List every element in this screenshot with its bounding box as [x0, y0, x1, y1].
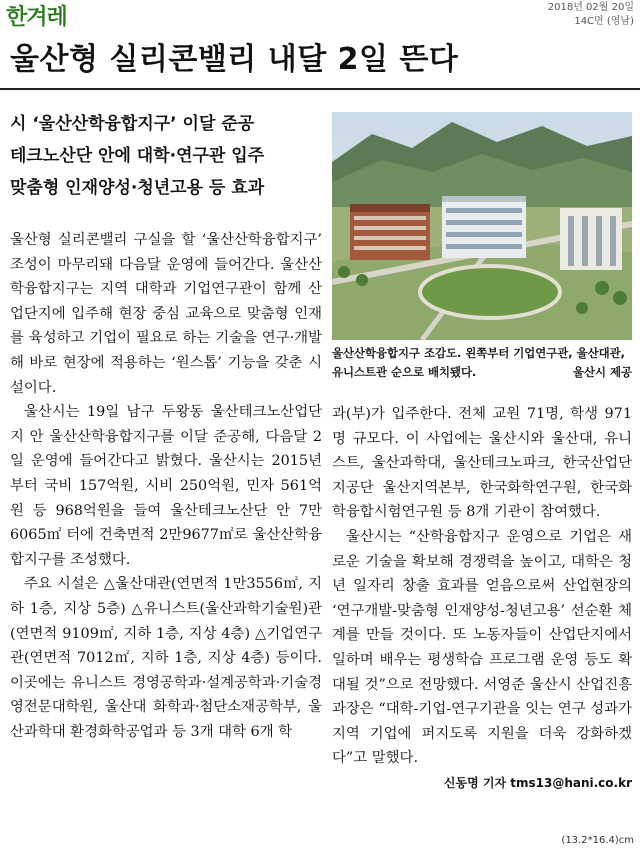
issue-info — [548, 1, 634, 29]
issue-date: 2018년 02월 20일 — [547, 2, 634, 13]
body-paragraph: 과(부)가 입주한다. 전체 교원 71명, 학생 971명 규모다. 이 사업에는 울산시와 울산대, 유니스트, 울산과학대, 울산테크노파크, 한국산업단지공단 울산지역본부, 한국화학연구원, 한국화학융합시험연구원 등 8개 기관이 참여했다. — [332, 406, 632, 521]
body-paragraph: 울산시는 “산학융합지구 운영으로 기업은 새로운 기술을 확보해 경쟁력을 높이고, 대학은 청년 일자리 창출 효과를 얻음으로써 산업현장의 ‘연구개발-맞춤형 인재양성-청년고용’ 선순환 체계를 만들 것이다. 또 노동자들이 산업단지에서 일하며 배우는 평생학습 프로그램 운영 등도 확대될 것”으로 전망했다. 서영준 울산시 산업진흥과장은 “대학-기업-연구기관을 잇는 연구 성과가 지역 기업에 퍼지도록 지원을 더욱 강화하겠다”고 말했다. — [332, 528, 632, 767]
caption-text: 울산산학융합지구 조감도. 왼쪽부터 기업연구관, 울산대관, 유니스트관 순으로 배치됐다. — [332, 346, 625, 379]
subheadlines — [10, 108, 320, 204]
article-size-note: (13.2*16.4)cm — [561, 835, 634, 846]
subheadline: 시 ‘울산산학융합지구’ 이달 준공 — [10, 114, 255, 134]
body-paragraph: 주요 시설은 △울산대관(연면적 1만3556㎡, 지하 1층, 지상 5층) △유니스트(울산과학기술원)관(연면적 9109㎡, 지하 1층, 지상 4층) △기업연구관(연면적 7012㎡, 지하 1층, 지상 4층) 등이다. 이곳에는 유니스트 경영공학과·설계공학과·기술경영전문대학원, 울산대 화학과·첨단소재공학부, 울산과학대 환경화학공업과 등 3개 대학 6개 학 — [10, 576, 322, 740]
body-paragraph: 울산시는 19일 남구 두왕동 울산테크노산업단지 안 울산산학융합지구를 이달 준공해, 다음달 2일 운영에 들어간다고 밝혔다. 울산시는 2015년부터 국비 157억원, 시비 250억원, 민자 561억원 등 968억원을 들여 울산테크노산단 안 7만6065㎡ 터에 건축면적 2만9677㎡로 울산산학융합지구를 조성했다. — [10, 404, 322, 568]
photo-credit: 울산시 제공 — [573, 365, 632, 379]
page-number: 14C면 (영남) — [574, 16, 634, 27]
headline: 울산형 실리콘밸리 내달 2일 뜬다 — [10, 42, 459, 77]
aerial-rendering-photo — [332, 112, 632, 340]
subheadline: 테크노산단 안에 대학·연구관 입주 — [10, 146, 265, 166]
body-column-left — [10, 228, 322, 744]
body-paragraph: 울산형 실리콘밸리 구실을 할 ‘울산산학융합지구’ 조성이 마무리돼 다음달 운영에 들어간다. 울산산학융합지구는 지역 대학과 기업연구관이 함께 산업단지에 입주해 현장 중심 교육으로 맞춤형 인재를 육성하고 기업이 필요로 하는 기술을 연구·개발해 바로 현장에 적용하는 ‘원스톱’ 기능을 갖춘 시설이다. — [10, 232, 322, 396]
newspaper-logo: 한겨레 — [6, 5, 67, 30]
photo-caption — [332, 344, 632, 382]
headline-rule — [0, 88, 640, 90]
reporter-byline: 신동명 기자 tms13@hani.co.kr — [443, 775, 632, 790]
body-column-right — [332, 402, 632, 796]
subheadline: 맞춤형 인재양성·청년고용 등 효과 — [10, 178, 265, 198]
